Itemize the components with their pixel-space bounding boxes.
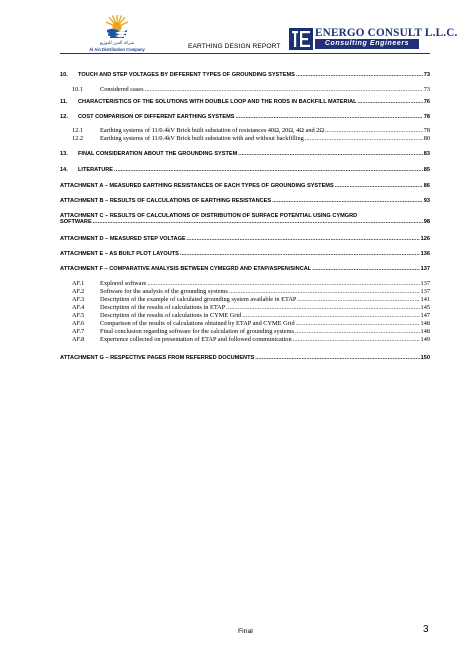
toc-leader-dots: [147, 280, 419, 287]
toc-entry-title: Final conclusion regarding software for the calculation of grounding systems: [100, 328, 294, 335]
toc-entry[interactable]: [60, 213, 430, 225]
toc-entry-number: AF.5: [72, 312, 85, 319]
toc-leader-dots: [229, 288, 420, 295]
toc-entry-page: 149: [420, 336, 430, 343]
toc-leader-dots: [293, 336, 420, 343]
toc-entry[interactable]: [60, 304, 430, 311]
toc-entry-title: TOUCH AND STEP VOLTAGES BY DIFFERENT TYPES OF GROUNDING SYSTEMS: [78, 72, 295, 78]
toc-entry[interactable]: [60, 296, 430, 303]
toc-entry-page: 150: [420, 355, 430, 361]
toc-entry-title: CHARACTERISTICS OF THE SOLUTIONS WITH DOUBLE LOOP AND THE RODS IN BACKFILL MATERIAL: [78, 99, 357, 105]
toc-entry-title: ATTACHMENT A – MEASURED EARTHING RESISTANCES OF EACH TYPES OF GROUNDING SYSTEMS: [60, 183, 334, 189]
toc-entry-title: ATTACHMENT E – AS BUILT PLOT LAYOUTS: [60, 251, 179, 257]
toc-entry[interactable]: [60, 135, 430, 142]
toc-entry[interactable]: [60, 151, 430, 157]
toc-leader-dots: [296, 320, 420, 327]
company-tagline: Consulting Engineers: [315, 39, 419, 49]
toc-leader-dots: [93, 219, 423, 225]
toc-entry-title: Earthing systems of 11/0.4kV Brick built substation of resistances 40Ω, 20Ω, 4Ω and 2Ω: [100, 127, 325, 134]
toc-entry-page: 137: [420, 266, 430, 272]
toc-leader-dots: [226, 304, 419, 311]
toc-entry[interactable]: [60, 236, 430, 242]
toc-leader-dots: [272, 198, 423, 204]
toc-entry-page: 136: [420, 251, 430, 257]
toc-leader-dots: [238, 151, 422, 157]
toc-entry[interactable]: [60, 99, 430, 105]
al-ain-distribution-logo: [89, 14, 145, 56]
toc-entry[interactable]: [60, 198, 430, 204]
toc-leader-dots: [312, 266, 419, 272]
toc-entry-page: 148: [420, 328, 430, 335]
company-name: ENERGO CONSULT L.L.C.: [315, 27, 458, 39]
toc-entry-title: COST COMPARISON OF DIFFERENT EARTHING SYSTEMS: [78, 114, 235, 120]
toc-entry-title: ATTACHMENT F – COMPARATIVE ANALYSIS BETWEEN CYMEGRD AND ETAP/ASPEN/SINCAL: [60, 266, 312, 272]
toc-entry-number: AF.7: [72, 328, 85, 335]
toc-entry-number: 14.: [60, 167, 68, 173]
toc-leader-dots: [335, 183, 423, 189]
toc-leader-dots: [145, 86, 423, 93]
toc-entry[interactable]: [60, 288, 430, 295]
toc-entry-page: 141: [420, 296, 430, 303]
toc-entry-title: Software for the analysis of the grounding systems: [100, 288, 228, 295]
toc-entry-title: Description of the results of calculations in CYME Grid: [100, 312, 242, 319]
toc-entry[interactable]: [60, 251, 430, 257]
toc-entry-title: FINAL CONSIDERATION ABOUT THE GROUNDING SYSTEM: [78, 151, 238, 157]
toc-entry-number: 12.1: [72, 127, 84, 134]
toc-entry-title: Description of the results of calculations in ETAP: [100, 304, 226, 311]
toc-entry-number: 11.: [60, 99, 68, 105]
toc-leader-dots: [242, 312, 419, 319]
toc-leader-dots: [295, 328, 420, 335]
toc-entry[interactable]: [60, 72, 430, 78]
toc-entry-page: 148: [420, 320, 430, 327]
toc-entry-page: 126: [420, 236, 430, 242]
toc-entry-page: 86: [423, 183, 430, 189]
toc-leader-dots: [187, 236, 420, 242]
toc-entry-title: ATTACHMENT D – MEASURED STEP VOLTAGE: [60, 236, 186, 242]
toc-leader-dots: [180, 251, 420, 257]
report-title: EARTHING DESIGN REPORT: [188, 43, 281, 50]
toc-leader-dots: [114, 167, 423, 173]
toc-entry-title: Considered cases: [100, 86, 144, 93]
toc-entry-number: AF.8: [72, 336, 85, 343]
toc-entry-title: Comparison of the results of calculations obtained by ETAP and CYME Grid: [100, 320, 295, 327]
toc-entry-title: ATTACHMENT B – RESULTS OF CALCULATIONS OF EARTHING RESISTANCES: [60, 198, 272, 204]
toc-entry-number: AF.4: [72, 304, 85, 311]
logo-arabic-text: شركة العين للتوزيع: [99, 41, 135, 46]
toc-entry[interactable]: [60, 167, 430, 173]
toc-entry[interactable]: [60, 127, 430, 134]
toc-entry-page: 80: [423, 135, 430, 142]
toc-entry-title: Description of the example of calculated grounding system available in ETAP: [100, 296, 297, 303]
toc-entry-page: 78: [423, 114, 430, 120]
toc-entry[interactable]: [60, 328, 430, 335]
toc-entry-title: Experience collected on presentation of ETAP and followed communication: [100, 336, 292, 343]
toc-entry-page: 137: [420, 280, 430, 287]
toc-leader-dots: [358, 99, 423, 105]
toc-leader-dots: [255, 355, 419, 361]
logo-english-text: Al Ain Distribution Company: [89, 47, 145, 52]
toc-entry-number: AF.6: [72, 320, 85, 327]
toc-entry[interactable]: [60, 312, 430, 319]
toc-leader-dots: [297, 296, 419, 303]
footer-label: Final: [238, 628, 253, 635]
toc-leader-dots: [236, 114, 423, 120]
toc-entry[interactable]: [60, 183, 430, 189]
toc-entry[interactable]: [60, 320, 430, 327]
toc-entry[interactable]: [60, 114, 430, 120]
energo-consult-logo: [289, 27, 458, 50]
toc-entry-number: 12.2: [72, 135, 84, 142]
toc-entry[interactable]: [60, 86, 430, 93]
toc-entry[interactable]: [60, 266, 430, 272]
toc-leader-dots: [305, 135, 423, 142]
toc-entry-page: 76: [423, 99, 430, 105]
toc-entry-page: 83: [423, 151, 430, 157]
toc-entry-number: 13.: [60, 151, 68, 157]
toc-leader-dots: [296, 72, 423, 78]
header-divider: [60, 53, 430, 54]
toc-entry-number: 12.: [60, 114, 68, 120]
toc-entry[interactable]: [60, 336, 430, 343]
toc-entry[interactable]: [60, 355, 430, 361]
toc-entry-page: 147: [420, 312, 430, 319]
toc-entry-number: AF.2: [72, 288, 85, 295]
toc-entry-number: 10.1: [72, 86, 84, 93]
toc-entry-title: LITERATURE: [78, 167, 114, 173]
sun-wave-icon: [105, 14, 129, 38]
toc-entry-title-continued: SOFTWARE: [60, 219, 92, 225]
toc-entry-title: ATTACHMENT C – RESULTS OF CALCULATIONS OF DISTRIBUTION OF SURFACE POTENTIAL USING CYMGRD: [60, 213, 358, 219]
toc-entry-page: 73: [423, 72, 430, 78]
energo-mark-icon: [289, 28, 313, 50]
toc-entry-page: 137: [420, 288, 430, 295]
toc-entry-page: 78: [423, 127, 430, 134]
toc-leader-dots: [325, 127, 423, 134]
toc-entry-page: 73: [423, 86, 430, 93]
toc-entry-page: 85: [423, 167, 430, 173]
toc-entry-page: 98: [423, 219, 430, 225]
toc-entry-title: Explored software: [100, 280, 147, 287]
page-number: 3: [423, 624, 429, 635]
toc-entry-page: 145: [420, 304, 430, 311]
toc-entry-page: 93: [423, 198, 430, 204]
toc-entry[interactable]: [60, 280, 430, 287]
toc-entry-title: ATTACHMENT G – RESPECTIVE PAGES FROM REFERRED DOCUMENTS: [60, 355, 255, 361]
toc-entry-number: AF.1: [72, 280, 85, 287]
toc-entry-number: 10.: [60, 72, 68, 78]
toc-entry-number: AF.3: [72, 296, 85, 303]
toc-entry-title: Earthing systems of 11/0.4kV Brick built substation with and without backfilling: [100, 135, 304, 142]
